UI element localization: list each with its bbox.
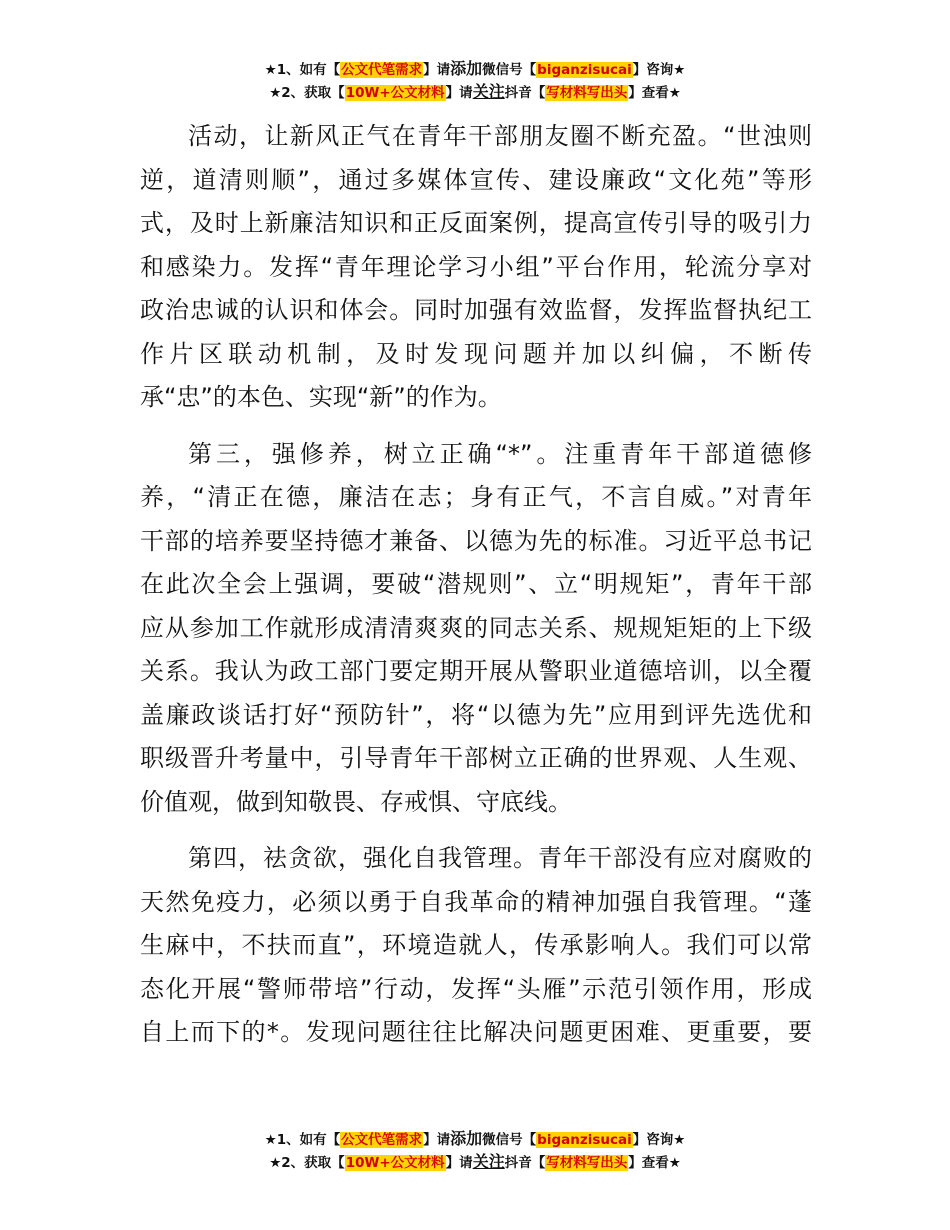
text-line: 逆，道清则顺”，通过多媒体宣传、建设廉政“文化苑”等形 [140, 165, 812, 194]
highlight-wechat-id: biganzisucai [537, 62, 632, 78]
banner-text: ★1、如有【 [264, 62, 341, 78]
banner-text: 】请 [445, 85, 473, 101]
highlight-service: 公文代笔需求 [341, 1132, 423, 1148]
banner-text: ★1、如有【 [264, 1132, 341, 1148]
text-line: 生麻中，不扶而直”，环境造就人，传承影响人。我们可以常 [140, 931, 812, 959]
header-banner [0, 58, 950, 104]
footer-banner [0, 1128, 950, 1174]
text-line: 承“忠”的本色、实现“新”的作为。 [140, 383, 502, 411]
highlight-douyin-id: 写材料写出头 [546, 1155, 628, 1171]
highlight-service: 公文代笔需求 [341, 62, 423, 78]
banner-text: 微信号【 [482, 1132, 537, 1148]
paragraph [140, 837, 812, 1055]
banner-text: ★2、获取【 [269, 1155, 345, 1171]
banner-emphasis: 添加 [450, 59, 483, 78]
text-line: 职级晋升考量中，引导青年干部树立正确的世界观、人生观、 [140, 744, 812, 772]
banner-text: 】请 [445, 1155, 473, 1171]
highlight-materials: 10W+公文材料 [345, 1155, 445, 1171]
text-line: 自上而下的*。发现问题往往比解决问题更困难、更重要，要 [140, 1018, 812, 1046]
text-line: 盖廉政谈话打好“预防针”，将“以德为先”应用到评先选优和 [140, 700, 812, 729]
banner-text: 】咨询★ [632, 1132, 686, 1148]
paragraph [140, 433, 812, 825]
text-line: 政治忠诚的认识和体会。同时加强有效监督，发挥监督执纪工 [140, 296, 812, 324]
text-line: 第三，强修养，树立正确“*”。注重青年干部道德修 [188, 439, 812, 468]
banner-emphasis: 添加 [450, 1129, 483, 1148]
banner-text: 】请 [423, 1132, 451, 1148]
text-line: 第四，祛贪欲，强化自我管理。青年干部没有应对腐败的 [188, 844, 812, 872]
footer-line-1 [0, 1128, 950, 1151]
banner-text: 抖音【 [504, 1155, 546, 1171]
banner-text: 微信号【 [482, 62, 537, 78]
footer-line-2 [0, 1151, 950, 1174]
banner-text: 】请 [423, 62, 451, 78]
text-line: 价值观，做到知敬畏、存戒惧、守底线。 [140, 787, 572, 816]
highlight-douyin-id: 写材料写出头 [546, 85, 628, 101]
text-line: 干部的培养要坚持德才兼备、以德为先的标准。习近平总书记 [140, 526, 812, 555]
text-line: 和感染力。发挥“青年理论学习小组”平台作用，轮流分享对 [140, 252, 812, 281]
text-line: 应从参加工作就形成清清爽爽的同志关系、规规矩矩的上下级 [140, 613, 812, 642]
text-line: 活动，让新风正气在青年干部朋友圈不断充盈。“世浊则 [188, 122, 812, 150]
header-line-2 [0, 81, 950, 104]
banner-emphasis: 关注 [472, 1152, 505, 1171]
banner-text: 抖音【 [504, 85, 546, 101]
highlight-materials: 10W+公文材料 [345, 85, 445, 101]
document-body [140, 115, 812, 1068]
text-line: 态化开展“警师带培”行动，发挥“头雁”示范引领作用，形成 [140, 974, 812, 1003]
paragraph [140, 115, 812, 420]
banner-text: 】查看★ [628, 85, 681, 101]
text-line: 作片区联动机制，及时发现问题并加以纠偏，不断传 [140, 339, 812, 368]
header-line-1 [0, 58, 950, 81]
text-line: 在此次全会上强调，要破“潜规则”、立“明规矩”，青年干部 [140, 570, 812, 598]
text-line: 天然免疫力，必须以勇于自我革命的精神加强自我管理。“蓬 [140, 887, 812, 916]
text-line: 养，“清正在德，廉洁在志；身有正气，不言自威。”对青年 [140, 483, 812, 511]
highlight-wechat-id: biganzisucai [537, 1132, 632, 1148]
text-line: 关系。我认为政工部门要定期开展从警职业道德培训，以全覆 [140, 657, 812, 685]
text-line: 式，及时上新廉洁知识和正反面案例，提高宣传引导的吸引力 [140, 209, 812, 237]
banner-emphasis: 关注 [472, 82, 505, 101]
banner-text: ★2、获取【 [269, 85, 345, 101]
banner-text: 】咨询★ [632, 62, 686, 78]
banner-text: 】查看★ [628, 1155, 681, 1171]
